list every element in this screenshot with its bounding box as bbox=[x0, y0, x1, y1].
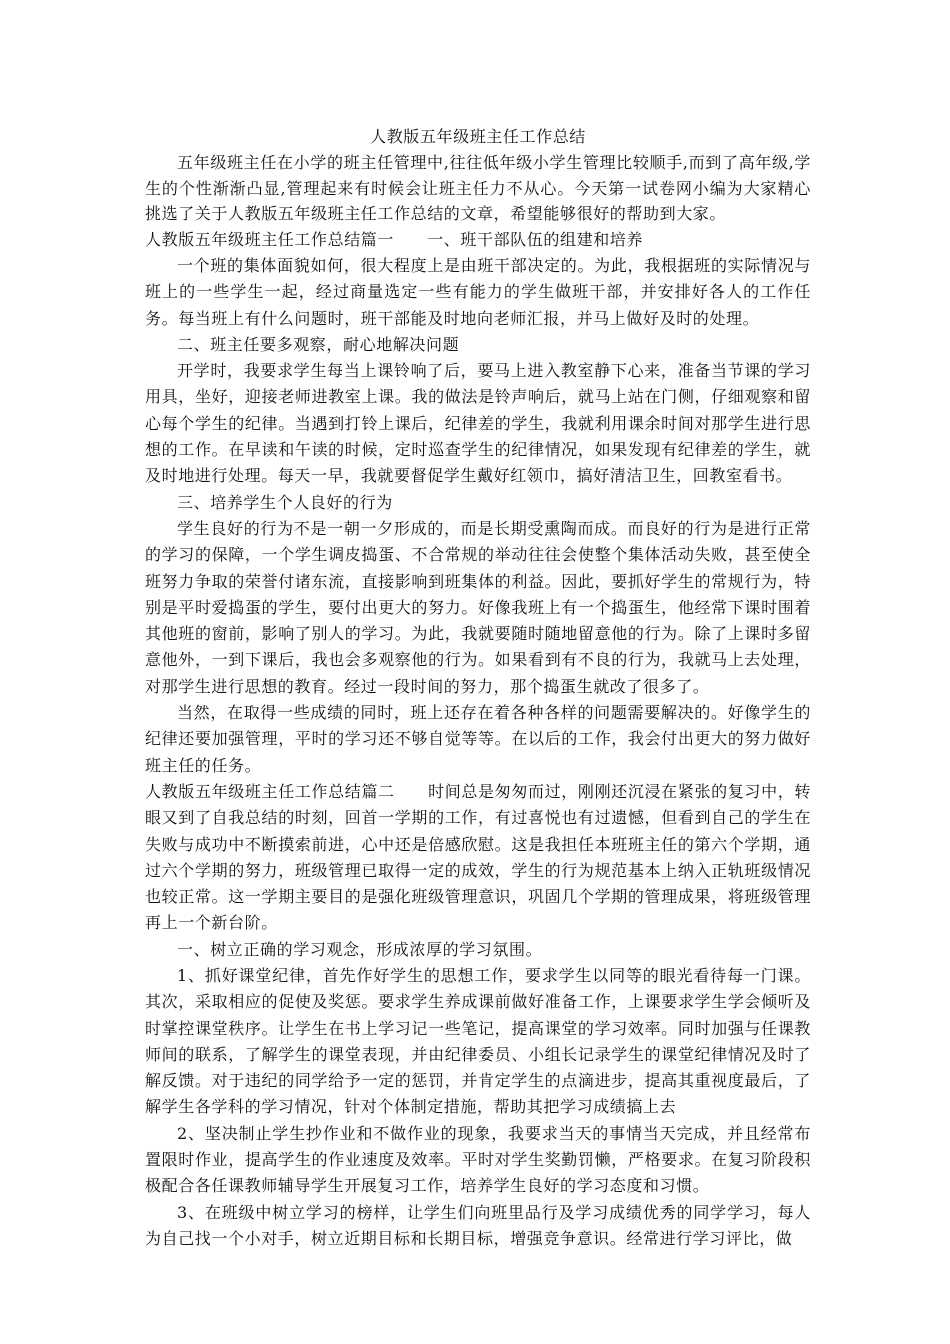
article1-paragraph-3: 学生良好的行为不是一朝一夕形成的，而是长期受熏陶而成。而良好的行为是进行正常的学习的保障，一个学生调皮捣蛋、不合常规的举动往往会使整个集体活动失败，甚至使全班努力争取的荣誉付诸东流，直接影响到班集体的利益。因此，要抓好学生的常规行为，特别是平时爱捣蛋的学生，要付出更大的努力。好像我班上有一个捣蛋生，他经常下课时围着其他班的窗前，影响了别人的学习。为此，我就要随时随地留意他的行为。除了上课时多留意他外，一到下课后，我也会多观察他的行为。如果看到有不良的行为，我就马上去处理，对那学生进行思想的教育。经过一段时间的努力，那个捣蛋生就改了很多了。 bbox=[145, 518, 811, 696]
article1-section-heading-2: 二、班主任要多观察，耐心地解决问题 bbox=[177, 334, 460, 354]
document-page bbox=[145, 124, 811, 1252]
article2-heading-paragraph: 人教版五年级班主任工作总结篇二 时间总是匆匆而过，刚刚还沉浸在紧张的复习中，转眼又到了自我总结的时刻，回首一学期的工作，有过喜悦也有过遗憾，但看到自己的学生在失败与成功中不断摸索前进，心中还是倍感欣慰。这是我担任本班班主任的第六个学期，通过六个学期的努力，班级管理已取得一定的成效，学生的行为规范基本上纳入正轨班级情况也较正常。这一学期主要目的是强化班级管理意识，巩固几个学期的管理成果，将班级管理再上一个新台阶。 bbox=[145, 781, 811, 933]
article1-heading: 人教版五年级班主任工作总结篇一 一、班干部队伍的组建和培养 bbox=[145, 230, 644, 250]
article2-paragraph-1: 1、抓好课堂纪律，首先作好学生的思想工作，要求学生以同等的眼光看待每一门课。其次，采取相应的促使及奖惩。要求学生养成课前做好准备工作，上课要求学生学会倾听及时掌控课堂秩序。让学生在书上学习记一些笔记，提高课堂的学习效率。同时加强与任课教师间的联系，了解学生的课堂表现，并由纪律委员、小组长记录学生的课堂纪律情况及时了解反馈。对于违纪的同学给予一定的惩罚，并肯定学生的点滴进步，提高其重视度最后，了解学生各学科的学习情况，针对个体制定措施，帮助其把学习成绩搞上去 bbox=[145, 966, 811, 1117]
article2-section-heading-1: 一、树立正确的学习观念，形成浓厚的学习氛围。 bbox=[177, 939, 543, 959]
article1-section-heading-3: 三、培养学生个人良好的行为 bbox=[177, 492, 393, 512]
article1-paragraph-2: 开学时，我要求学生每当上课铃响了后，要马上进入教室静下心来，准备当节课的学习用具，坐好，迎接老师进教室上课。我的做法是铃声响后，就马上站在门侧，仔细观察和留心每个学生的纪律。当遇到打铃上课后，纪律差的学生，我就利用课余时间对那学生进行思想的工作。在早读和午读的时候，定时巡查学生的纪律情况，如果发现有纪律差的学生，就及时地进行处理。每天一早，我就要督促学生戴好红领巾，搞好清洁卫生，回教室看书。 bbox=[145, 361, 811, 486]
article1-paragraph-1: 一个班的集体面貌如何，很大程度上是由班干部决定的。为此，我根据班的实际情况与班上的一些学生一起，经过商量选定一些有能力的学生做班干部，并安排好各人的工作任务。每当班上有什么问题时，班干部能及时地向老师汇报，并马上做好及时的处理。 bbox=[145, 255, 811, 328]
article2-paragraph-3: 3、在班级中树立学习的榜样，让学生们向班里品行及学习成绩优秀的同学学习，每人为自己找一个小对手，树立近期目标和长期目标，增强竞争意识。经常进行学习评比，做 bbox=[145, 1202, 811, 1248]
intro-paragraph: 五年级班主任在小学的班主任管理中,往往低年级小学生管理比较顺手,而到了高年级,学生的个性渐渐凸显,管理起来有时候会让班主任力不从心。今天第一试卷网小编为大家精心挑选了关于人教版五年级班主任工作总结的文章，希望能够很好的帮助到大家。 bbox=[145, 152, 811, 224]
document-title: 人教版五年级班主任工作总结 bbox=[370, 127, 586, 146]
article1-paragraph-4: 当然，在取得一些成绩的同时，班上还存在着各种各样的问题需要解决的。好像学生的纪律还要加强管理，平时的学习还不够自觉等等。在以后的工作，我会付出更大的努力做好班主任的任务。 bbox=[145, 703, 811, 775]
article2-paragraph-2: 2、坚决制止学生抄作业和不做作业的现象，我要求当天的事情当天完成，并且经常布置限时作业，提高学生的作业速度及效率。平时对学生奖勤罚懒，严格要求。在复习阶段积极配合各任课教师辅导学生开展复习工作，培养学生良好的学习态度和习惯。 bbox=[145, 1123, 811, 1196]
